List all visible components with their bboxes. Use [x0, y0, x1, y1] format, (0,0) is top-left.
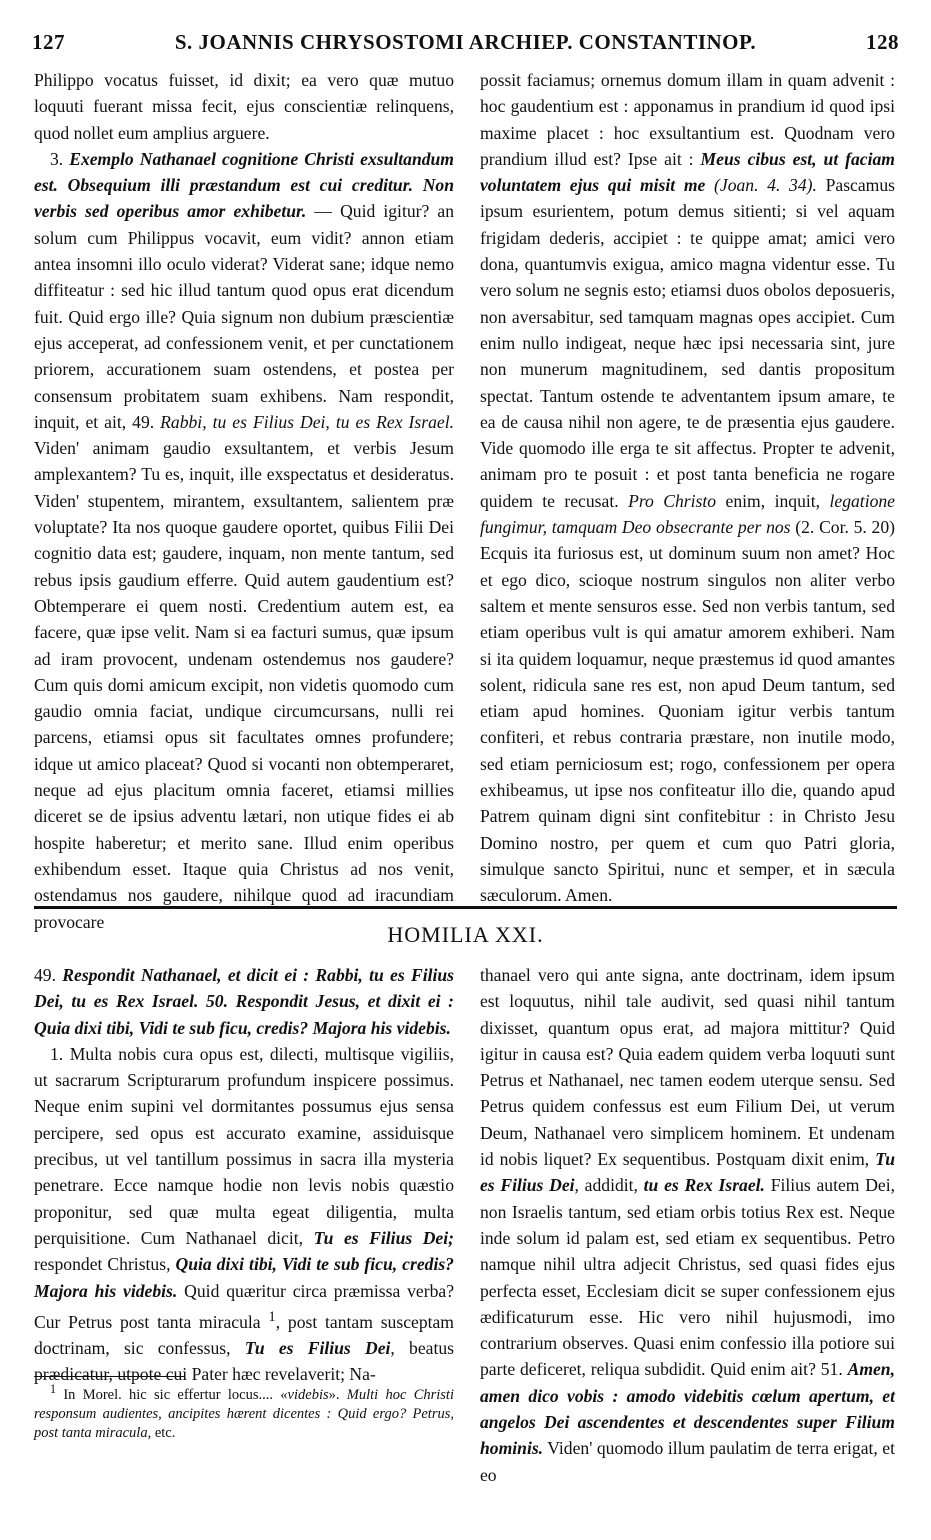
scripture-quote: Amen, amen dico vobis : amodo videbitis cœlum apertum, et angelos Dei ascendentes et descendentes super Filium hominis.: [480, 1359, 895, 1459]
footnote-rule: [34, 1376, 184, 1377]
homily-title: HOMILIA XXI.: [387, 922, 544, 947]
section-divider: [34, 906, 897, 909]
section-summary: Exemplo Nathanael cognitione Christi exsultandum est. Obsequium illi præstandum est cui creditur. Non verbis sed operibus amor exhibetur.: [34, 148, 454, 222]
bottom-left-column: [34, 962, 455, 1385]
text-run: — Quid igitur? an solum cum Philippus vocavit, eum vidit? annon etiam antea insomni illo oculo viderat? Viderat sane; idque nemo diffiteatur : sed hic illud tantum quod opus erat dicendum fuit. Quid ergo ille? Quia signum non dubium præscientiæ ejus acceperat, ad confessionem venit, et per cunctationem priorem, accurationem suam ostendens, et postea per consensum probitatem suam exhibens. Nam respondit, inquit, et ait, 49.: [34, 201, 454, 432]
footnote-number: 1: [50, 1382, 57, 1396]
text-run: , post tantam susceptam doctrinam, sic confessus,: [34, 1311, 454, 1359]
text-run: Multa nobis cura opus est, dilecti, multisque vigiliis, ut sacrarum Scripturarum profundum inspicere possimus. Neque enim supini vel dormitantes possumus ejus sensa percipere, sed opus est accurato examine, assiduisque precibus, ut vel tantillum possimus in sacra illa mysteria penetrare. Ecce namque hodie non levis nobis quæstio proponitur, sed quæ multa egeat diligentia, multa perquisitione. Cum Nathanael dicit,: [34, 1043, 455, 1248]
text-run: ».: [328, 1386, 340, 1403]
paragraph: [480, 962, 895, 1488]
scripture-quote: Quia dixi tibi, Vidi te sub ficu, credis? Majora his videbis.: [34, 1254, 454, 1301]
page-number-right: 128: [866, 30, 899, 54]
top-right-column: [480, 67, 896, 906]
section-number: 1.: [50, 1043, 64, 1064]
footnote-marker[interactable]: 1: [268, 1308, 276, 1325]
paragraph-section-1: [34, 1041, 454, 1388]
text-run: Quid quæritur circa præmissa verba? Cur Petrus post tanta miracula: [34, 1280, 455, 1332]
lemma: [34, 962, 454, 1041]
scripture-quote: legatione fungimur, tamquam Deo obsecrante per nos: [480, 490, 895, 538]
text-run: possit faciamus; ornemus domum illam in quam advenit : hoc gaudentium est : apponamus in prandium id quod ipsi maxime placet : hoc exsultantium est. Quodnam vero prandium illud est? Ipse ait :: [480, 70, 895, 169]
scripture-quote: Pro Christo: [628, 490, 717, 511]
scripture-quote: tu es Rex Israel.: [643, 1175, 765, 1196]
section-number: 3.: [50, 148, 64, 169]
text-run: Viden' quomodo illum paulatim de terra erigat, et eo: [480, 1438, 895, 1485]
scripture-quote: Tu es Filius Dei;: [313, 1227, 454, 1248]
bottom-right-column: [480, 962, 896, 1485]
scripture-quote: Meus cibus est, ut faciam voluntatem ejus qui misit me: [480, 148, 895, 196]
text-run: , addidit,: [574, 1175, 638, 1196]
text-run: In Morel. hic sic effertur locus.... «: [63, 1386, 288, 1403]
verse-number: 49.: [34, 965, 56, 985]
footnote-italic: Multi hoc Christi responsum audientes, ancipites hærent dicentes : Quid ergo? Petrus, post tanta miracula,: [34, 1386, 454, 1441]
page-number-left: 127: [32, 30, 65, 54]
text-run: etc.: [154, 1424, 176, 1441]
scripture-reference: (Joan. 4. 34).: [714, 175, 817, 196]
footnote-italic: videbis: [287, 1386, 329, 1403]
text-run: thanael vero qui ante signa, ante doctrinam, idem ipsum est loquutus, nihil tale audivit, sed quasi nihil tantum dixisset, quantum opus erat, ad majora mittitur? Quid igitur in causa est? Quia eadem quidem verba loquuti sunt Petrus et Nathanael, nec tamen eodem uterque sensu. Sed Petrus quidem confessus est eum Filium Dei, ut verum Deum, Nathanael vero simplicem hominem. Et undenam id nobis liquet? Ex sequentibus. Postquam dixit enim,: [480, 965, 895, 1170]
running-title: S. JOANNIS CHRYSOSTOMI ARCHIEP. CONSTANTINOP.: [174, 30, 757, 54]
top-left-column: [34, 67, 454, 932]
paragraph: Philippo vocatus fuisset, id dixit; ea vero quæ mutuo loquuti fuerant missa fecit, ejus conscientiæ relinquens, quod nollet eum amplius arguere.: [34, 70, 454, 143]
text-run: respondet Christus,: [34, 1254, 171, 1275]
scripture-reference: (2. Cor. 5. 20): [795, 517, 896, 538]
text-run: Ecquis ita furiosus est, ut dominum suum non amet? Hoc et ego dico, scioque nostrum singulos non aliter verbo saltem et mente sensuros esse. Sed non verbis tantum, sed etiam operibus vult is qui amatur amorem exhiberi. Nam si ita quidem loquamur, neque præstemus id quod amantes solent, ridicula sane res est, non apud Deum tantum, sed etiam apud homines. Quoniam igitur verbis tantum confiteri, et rebus contraria præstare, non inutile modo, sed etiam perniciosum est; rogo, confessionem per opera exhibeamus, ut ipse nos confiteatur illo die, quando apud Patrem quinam digni sint confitebitur : in Christo Jesu Domino nostro, per quem et cum quo Patri gloria, simulque sancto Spiritui, nunc et semper, et in sæcula sæculorum. Amen.: [480, 543, 895, 906]
footnote: [34, 1380, 454, 1460]
text-run: Filius autem Dei, non Israelis tantum, sed etiam orbis totius Rex est. Neque inde solum id palam est, sed etiam ex sequentibus. Petro namque nihil ultra adjecit Christus, sed quasi fides ejus perfecta esset, Ecclesiam dicit se super confessionem ejus ædificaturum esse. Hic vero nihil hujusmodi, imo contrarium observes. Quasi enim confessio illa potiore sui parte deficeret, reliqua subdidit. Quid enim ait? 51.: [480, 1175, 896, 1380]
text-run: , beatus prædicatur, utpote cui Pater hæc revelaverit; Na-: [34, 1338, 454, 1385]
scripture-quote: Tu es Filius Dei: [480, 1149, 895, 1196]
scripture-quote: Tu es Filius Dei: [244, 1338, 391, 1359]
text-run: Viden' animam gaudio exsultantem, et verbis Jesum amplexantem? Tu es, inquit, ille exspectatus et desideratus. Viden' stupentem, mirantem, exsultantem, salientem præ voluptate? Ita nos quoque gaudere oportet, quibus Filii Dei cognitio data est; gaudere, inquam, non mente tantum, sed rebus ipsis gaudium efferre. Quid autem gaudentium est? Obtemperare ei quem nosti. Credentium autem est, ea facere, quæ ipse velit. Nam si ea facturi sumus, quæ ipsum ad iram provocent, undenam ostendemus nos gaudere? Cum quis domi amicum excipit, non videtis quomodo cum gaudio omnia faciat, undique circumcursans, nulli rei parcens, etiamsi opus sit facultates omnes profundere; idque ut amico placeat? Quod si vocanti non obtemperaret, neque ad ejus placitum omnia faceret, etiamsi millies diceret se de ipsius adventu lætari, non utique fides ei ab hospite haberetur; et merito sane. Illud enim operibus exhibendum esset. Itaque quia Christus ad nos venit, ostendamus nos gaudere, nihilque quod ad iracundiam provocare: [34, 438, 454, 932]
running-head: [32, 30, 899, 60]
paragraph: [480, 67, 895, 909]
lemma-text: Respondit Nathanael, et dicit ei : Rabbi, tu es Filius Dei, tu es Rex Israel. 50. Respondit Jesus, et dixit ei : Quia dixi tibi, Vidi te sub ficu, credis? Majora his videbis.: [34, 965, 455, 1038]
text-run: enim, inquit,: [725, 490, 821, 511]
text-run: Pascamus ipsum esurientem, potum demus sitienti; si vel aquam frigidam dederis, accipiet : te quippe amat; amici vero dona, quantumvis exigua, amico magna videntur esse. Tu vero solum ne segnis esto; etiamsi duos obolos deposueris, non aversabitur, sed tamquam magnas opes accipiet. Cum enim nullo indigeat, neque hæc ipsi necessaria sint, jure non munerum magnitudinem, sed dantis propositum spectat. Tantum ostende te adventantem ipsum amare, te ea de causa nihil non agere, te de præsentia ejus gaudere. Vide quomodo ille erga te sit affectus. Propter te advenit, animam pro te posuit : et post tanta beneficia ne rogare quidem te recusat.: [480, 175, 895, 511]
scripture-quote: Rabbi, tu es Filius Dei, tu es Rex Israel.: [160, 411, 454, 432]
paragraph-section-3: [34, 146, 454, 935]
